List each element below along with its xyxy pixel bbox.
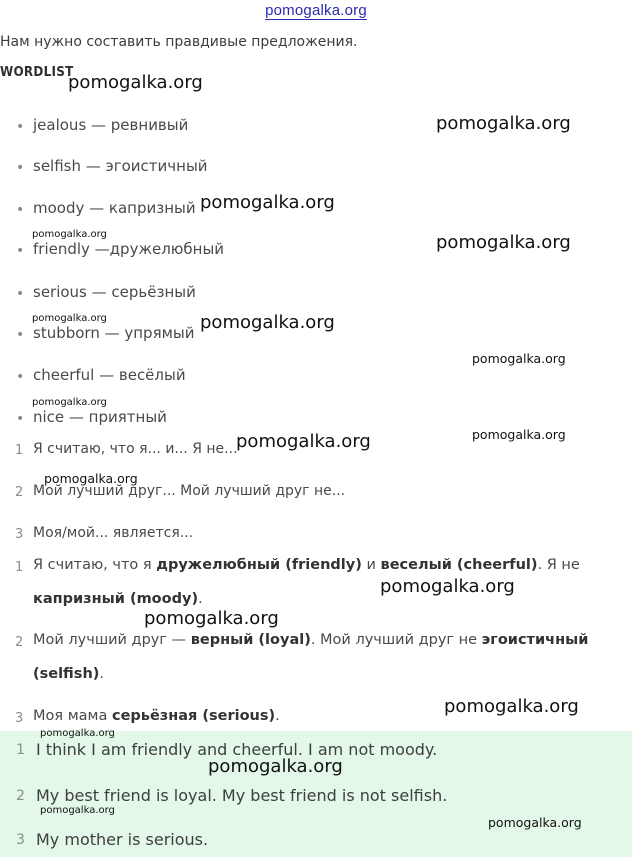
answer-line: Моя мама серьёзная (serious).	[33, 708, 280, 724]
bullet-icon: •	[16, 160, 25, 176]
task-text: Я считаю, что я... и... Я не...	[33, 441, 238, 457]
watermark: pomogalka.org	[68, 72, 203, 93]
english-number: 1	[16, 742, 25, 758]
task-text: Моя/мой... является...	[33, 525, 194, 541]
answer-number: 2	[15, 635, 24, 650]
english-number: 2	[16, 788, 25, 804]
bullet-icon: •	[16, 327, 25, 343]
watermark: pomogalka.org	[200, 312, 335, 333]
watermark: pomogalka.org	[200, 192, 335, 213]
answer-line: (selfish).	[33, 666, 104, 682]
bullet-icon: •	[16, 369, 25, 385]
english-number: 3	[16, 832, 25, 848]
watermark: pomogalka.org	[236, 431, 371, 452]
watermark: pomogalka.org	[472, 427, 566, 442]
list-item: friendly —дружелюбный	[33, 240, 225, 258]
bullet-icon: •	[16, 202, 25, 218]
bullet-icon: •	[16, 243, 25, 259]
watermark: pomogalka.org	[40, 805, 115, 816]
answer-line: капризный (moody).	[33, 591, 203, 607]
task-number: 1	[15, 443, 24, 458]
watermark: pomogalka.org	[44, 471, 138, 486]
list-item: cheerful — весёлый	[33, 366, 186, 384]
answer-line: Мой лучший друг — верный (loyal). Мой лучший друг не эгоистичный	[33, 632, 589, 648]
english-sentence: I think I am friendly and cheerful. I am not moody.	[36, 740, 438, 759]
list-item: serious — серьёзный	[33, 283, 196, 301]
english-sentence: My mother is serious.	[36, 830, 209, 849]
watermark: pomogalka.org	[488, 815, 582, 830]
task-text: Мой лучший друг... Мой лучший друг не...	[33, 483, 346, 499]
watermark: pomogalka.org	[472, 351, 566, 366]
list-item: nice — приятный	[33, 408, 167, 426]
watermark: pomogalka.org	[144, 608, 279, 629]
watermark: pomogalka.org	[444, 696, 579, 717]
list-item: jealous — ревнивый	[33, 116, 189, 134]
watermark: pomogalka.org	[40, 728, 115, 739]
wordlist-title: WORDLIST	[0, 65, 74, 80]
watermark: pomogalka.org	[380, 576, 515, 597]
watermark: pomogalka.org	[32, 313, 107, 324]
watermark: pomogalka.org	[208, 756, 343, 777]
task-number: 3	[15, 527, 24, 542]
bullet-icon: •	[16, 286, 25, 302]
list-item: selfish — эгоистичный	[33, 157, 208, 175]
bullet-icon: •	[16, 411, 25, 427]
answer-number: 3	[15, 711, 24, 726]
watermark: pomogalka.org	[436, 232, 571, 253]
task-number: 2	[15, 485, 24, 500]
site-header[interactable]	[0, 2, 632, 19]
intro-text: Нам нужно составить правдивые предложения.	[0, 34, 358, 50]
answer-number: 1	[15, 560, 24, 575]
watermark: pomogalka.org	[32, 397, 107, 408]
list-item: stubborn — упрямый	[33, 324, 195, 342]
watermark: pomogalka.org	[32, 229, 107, 240]
english-sentence: My best friend is loyal. My best friend is not selfish.	[36, 786, 448, 805]
bullet-icon: •	[16, 119, 25, 135]
answer-line: Я считаю, что я дружелюбный (friendly) и веселый (cheerful). Я не	[33, 557, 580, 573]
site-link[interactable]: pomogalka.org	[265, 2, 367, 19]
list-item: moody — капризный	[33, 199, 196, 217]
watermark: pomogalka.org	[436, 113, 571, 134]
